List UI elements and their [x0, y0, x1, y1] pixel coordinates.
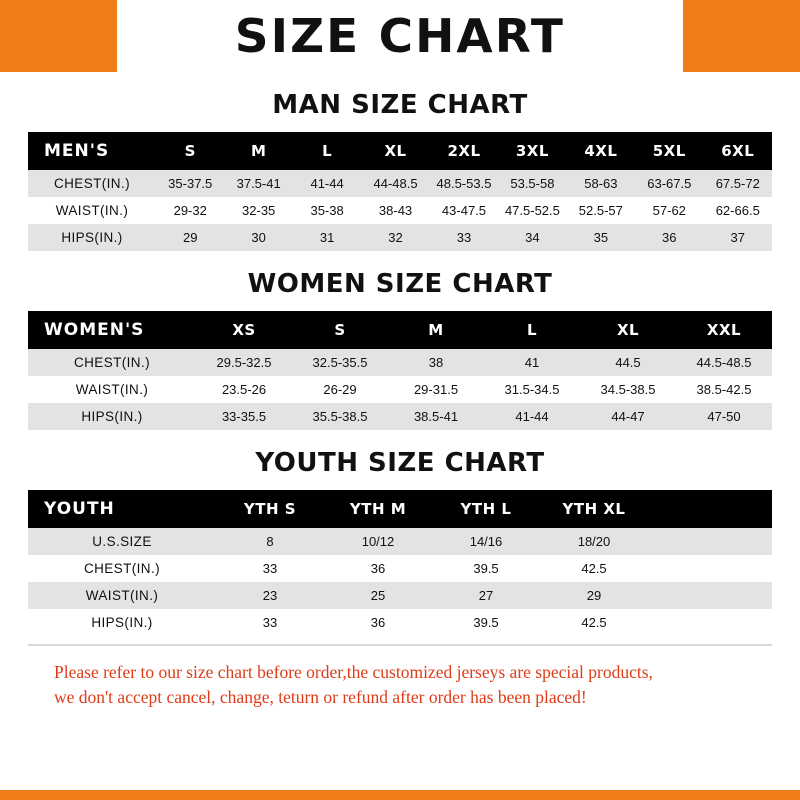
- banner-accent-right: [788, 0, 800, 72]
- cell: 32-35: [224, 197, 292, 224]
- row-label-hips: HIPS(IN.): [28, 224, 156, 251]
- cell: 38-43: [361, 197, 429, 224]
- cell: 63-67.5: [635, 170, 703, 197]
- col-header-xl: XL: [361, 132, 429, 170]
- cell: 25: [324, 582, 432, 609]
- col-header-mens: MEN'S: [28, 132, 156, 170]
- cell: 23.5-26: [196, 376, 292, 403]
- section-title-man: MAN SIZE CHART: [272, 90, 528, 120]
- footer-divider: [28, 644, 772, 646]
- row-label-us-size: U.S.SIZE: [28, 528, 216, 555]
- cell: 23: [216, 582, 324, 609]
- cell: 39.5: [432, 609, 540, 636]
- col-header-m: M: [388, 311, 484, 349]
- footer-note: [28, 660, 772, 711]
- cell: 43-47.5: [430, 197, 498, 224]
- cell-spacer: [648, 555, 772, 582]
- row-label-waist: WAIST(IN.): [28, 197, 156, 224]
- row-label-chest: CHEST(IN.): [28, 555, 216, 582]
- table-row: [28, 528, 772, 555]
- row-label-chest: CHEST(IN.): [28, 170, 156, 197]
- col-header-yth-l: YTH L: [432, 490, 540, 528]
- col-header-4xl: 4XL: [567, 132, 635, 170]
- col-header-spacer: [648, 490, 772, 528]
- cell: 29: [540, 582, 648, 609]
- cell: 32.5-35.5: [292, 349, 388, 376]
- cell: 35-38: [293, 197, 361, 224]
- cell: 39.5: [432, 555, 540, 582]
- col-header-yth-s: YTH S: [216, 490, 324, 528]
- table-row: [28, 609, 772, 636]
- cell: 57-62: [635, 197, 703, 224]
- row-label-waist: WAIST(IN.): [28, 582, 216, 609]
- cell: 42.5: [540, 609, 648, 636]
- table-row: [28, 170, 772, 197]
- footer-note-line-1: Please refer to our size chart before order,the customized jerseys are special products,: [54, 662, 653, 682]
- col-header-womens: WOMEN'S: [28, 311, 196, 349]
- cell: 47-50: [676, 403, 772, 430]
- cell: 36: [324, 555, 432, 582]
- cell-spacer: [648, 528, 772, 555]
- cell: 33: [216, 555, 324, 582]
- col-header-6xl: 6XL: [704, 132, 773, 170]
- cell: 44.5-48.5: [676, 349, 772, 376]
- cell: 38.5-41: [388, 403, 484, 430]
- table-row: [28, 403, 772, 430]
- women-size-table: [28, 311, 772, 430]
- cell: 38: [388, 349, 484, 376]
- col-header-xl: XL: [580, 311, 676, 349]
- col-header-3xl: 3XL: [498, 132, 566, 170]
- cell: 31.5-34.5: [484, 376, 580, 403]
- col-header-xxl: XXL: [676, 311, 772, 349]
- banner-title-plate: [117, 0, 683, 72]
- cell: 41: [484, 349, 580, 376]
- cell: 35: [567, 224, 635, 251]
- cell: 44-48.5: [361, 170, 429, 197]
- footer-accent-bar: [0, 790, 800, 800]
- row-label-hips: HIPS(IN.): [28, 403, 196, 430]
- cell: 33-35.5: [196, 403, 292, 430]
- row-label-chest: CHEST(IN.): [28, 349, 196, 376]
- col-header-m: M: [224, 132, 292, 170]
- youth-size-table: [28, 490, 772, 636]
- cell: 37.5-41: [224, 170, 292, 197]
- cell: 26-29: [292, 376, 388, 403]
- col-header-s: S: [292, 311, 388, 349]
- cell: 29-32: [156, 197, 224, 224]
- cell: 14/16: [432, 528, 540, 555]
- row-label-waist: WAIST(IN.): [28, 376, 196, 403]
- cell: 32: [361, 224, 429, 251]
- table-row: [28, 197, 772, 224]
- col-header-l: L: [293, 132, 361, 170]
- cell: 10/12: [324, 528, 432, 555]
- cell-spacer: [648, 582, 772, 609]
- cell: 30: [224, 224, 292, 251]
- col-header-yth-xl: YTH XL: [540, 490, 648, 528]
- cell: 35-37.5: [156, 170, 224, 197]
- cell: 48.5-53.5: [430, 170, 498, 197]
- cell: 36: [324, 609, 432, 636]
- table-header-row: [28, 132, 772, 170]
- cell: 41-44: [293, 170, 361, 197]
- cell: 34: [498, 224, 566, 251]
- cell: 47.5-52.5: [498, 197, 566, 224]
- cell: 29.5-32.5: [196, 349, 292, 376]
- col-header-youth: YOUTH: [28, 490, 216, 528]
- charts-container: [0, 90, 800, 711]
- cell: 44.5: [580, 349, 676, 376]
- cell: 35.5-38.5: [292, 403, 388, 430]
- cell: 18/20: [540, 528, 648, 555]
- col-header-yth-m: YTH M: [324, 490, 432, 528]
- col-header-l: L: [484, 311, 580, 349]
- col-header-xs: XS: [196, 311, 292, 349]
- col-header-2xl: 2XL: [430, 132, 498, 170]
- cell: 34.5-38.5: [580, 376, 676, 403]
- table-row: [28, 349, 772, 376]
- table-row: [28, 582, 772, 609]
- col-header-5xl: 5XL: [635, 132, 703, 170]
- cell: 31: [293, 224, 361, 251]
- cell: 8: [216, 528, 324, 555]
- cell: 41-44: [484, 403, 580, 430]
- cell: 38.5-42.5: [676, 376, 772, 403]
- section-title-youth: YOUTH SIZE CHART: [255, 448, 545, 478]
- cell: 29-31.5: [388, 376, 484, 403]
- cell: 33: [430, 224, 498, 251]
- table-row: [28, 224, 772, 251]
- section-title-women: WOMEN SIZE CHART: [247, 269, 553, 299]
- cell-spacer: [648, 609, 772, 636]
- table-row: [28, 555, 772, 582]
- cell: 33: [216, 609, 324, 636]
- cell: 67.5-72: [704, 170, 773, 197]
- banner-accent-left: [0, 0, 12, 72]
- man-size-table: [28, 132, 772, 251]
- cell: 44-47: [580, 403, 676, 430]
- footer-note-line-2: we don't accept cancel, change, teturn or refund after order has been placed!: [54, 687, 587, 708]
- cell: 29: [156, 224, 224, 251]
- table-header-row: [28, 490, 772, 528]
- cell: 36: [635, 224, 703, 251]
- cell: 37: [704, 224, 773, 251]
- cell: 27: [432, 582, 540, 609]
- cell: 58-63: [567, 170, 635, 197]
- cell: 53.5-58: [498, 170, 566, 197]
- cell: 52.5-57: [567, 197, 635, 224]
- cell: 42.5: [540, 555, 648, 582]
- row-label-hips: HIPS(IN.): [28, 609, 216, 636]
- table-header-row: [28, 311, 772, 349]
- page-title: SIZE CHART: [234, 9, 566, 63]
- cell: 62-66.5: [704, 197, 773, 224]
- table-row: [28, 376, 772, 403]
- col-header-s: S: [156, 132, 224, 170]
- header-banner: [0, 0, 800, 72]
